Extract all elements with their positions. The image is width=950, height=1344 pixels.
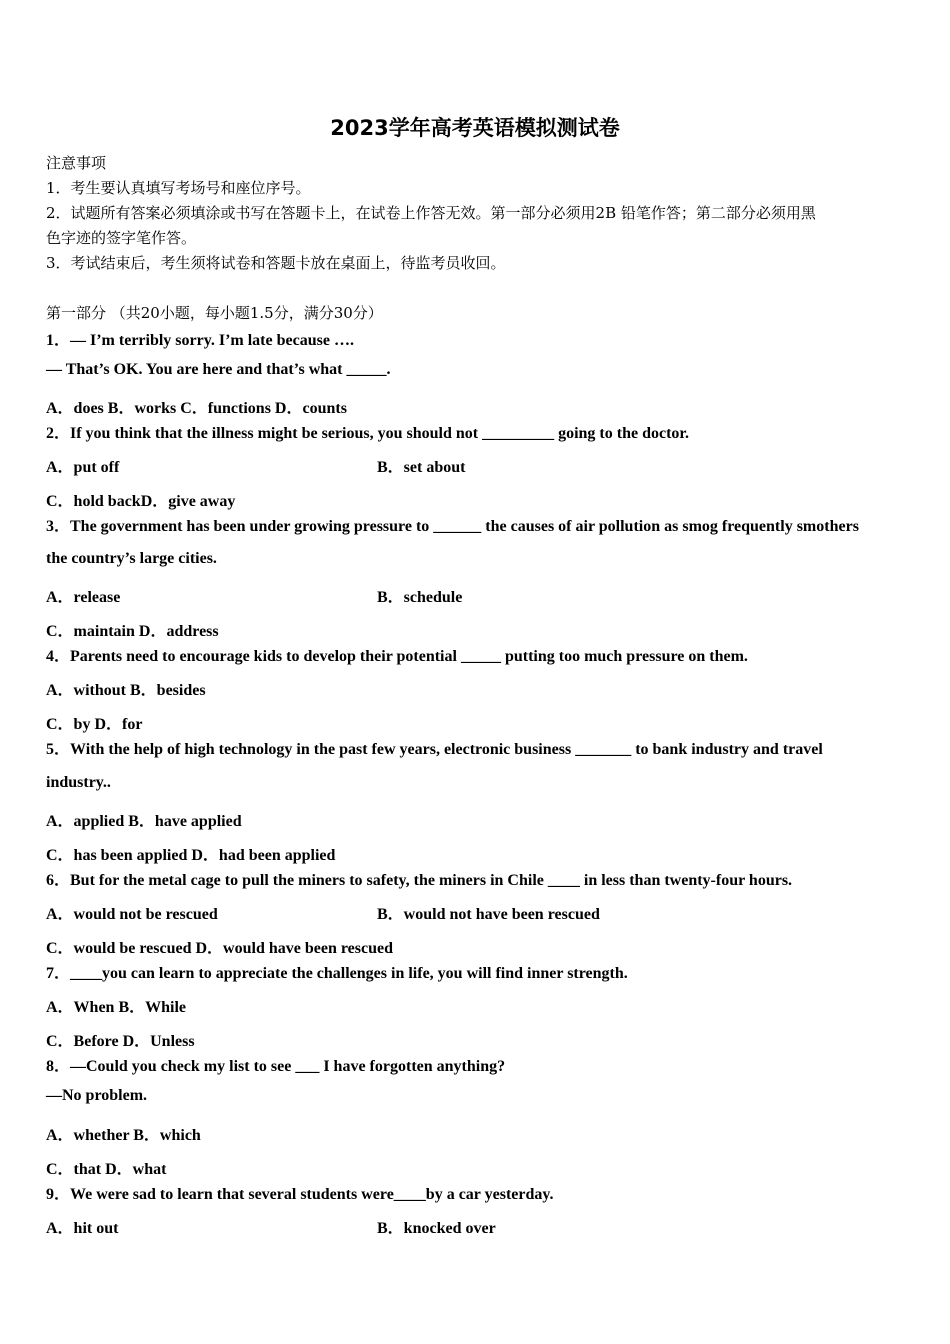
question-6-option-a: A．would not be rescued <box>46 906 218 923</box>
question-6-options-cd: C．would be rescued D．would have been rescued <box>46 940 393 957</box>
question-1-reply: — That’s OK. You are here and that’s what _____. <box>46 361 391 378</box>
question-2-options-cd: C．hold backD．give away <box>46 493 236 510</box>
question-6-option-b: B．would not have been rescued <box>377 906 600 923</box>
question-3-stem-cont: the country’s large cities. <box>46 550 217 567</box>
question-3-option-a: A．release <box>46 589 121 606</box>
question-1-stem: 1．— I’m terribly sorry. I’m late because …. <box>46 332 354 349</box>
question-3-option-b: B．schedule <box>377 589 463 606</box>
question-3-options-cd: C．maintain D．address <box>46 623 219 640</box>
section-heading: 第一部分 （共20小题，每小题1.5分，满分30分） <box>46 304 383 322</box>
question-9-option-a: A．hit out <box>46 1220 119 1237</box>
question-8-stem: 8．—Could you check my list to see ___ I have forgotten anything? <box>46 1058 506 1075</box>
notice-item-3: 3．考试结束后，考生须将试卷和答题卡放在桌面上，待监考员收回。 <box>46 254 506 272</box>
notice-item-1: 1．考生要认真填写考场号和座位序号。 <box>46 179 311 197</box>
question-9-option-b: B．knocked over <box>377 1220 496 1237</box>
question-7-options-ab: A．When B．While <box>46 999 187 1016</box>
question-5-options-ab: A．applied B．have applied <box>46 813 242 830</box>
question-5-options-cd: C．has been applied D．had been applied <box>46 847 336 864</box>
question-8-reply: —No problem. <box>46 1087 148 1104</box>
question-3-stem: 3．The government has been under growing pressure to ______ the causes of air pollution as smog frequently smothers <box>46 518 859 535</box>
question-7-stem: 7．____you can learn to appreciate the challenges in life, you will find inner strength. <box>46 965 628 982</box>
question-7-options-cd: C．Before D．Unless <box>46 1033 195 1050</box>
notice-heading: 注意事项 <box>46 154 107 172</box>
notice-item-2: 2．试题所有答案必须填涂或书写在答题卡上，在试卷上作答无效。第一部分必须用2B 铅笔作答；第二部分必须用黑 <box>46 204 816 222</box>
question-8-options-ab: A．whether B．which <box>46 1127 201 1144</box>
question-2-stem: 2．If you think that the illness might be serious, you should not _________ going to the doctor. <box>46 425 690 442</box>
question-6-stem: 6．But for the metal cage to pull the miners to safety, the miners in Chile ____ in less than twenty-four hours. <box>46 872 793 889</box>
page-title: 2023学年高考英语模拟测试卷 <box>330 116 620 140</box>
question-4-options-cd: C．by D．for <box>46 716 143 733</box>
question-4-stem: 4．Parents need to encourage kids to develop their potential _____ putting too much pressure on them. <box>46 648 748 665</box>
question-5-stem-cont: industry.. <box>46 774 111 791</box>
notice-item-2-cont: 色字迹的签字笔作答。 <box>46 229 197 247</box>
question-5-stem: 5．With the help of high technology in the past few years, electronic business _______ to bank industry and travel <box>46 741 823 758</box>
question-8-options-cd: C．that D．what <box>46 1161 167 1178</box>
question-2-option-a: A．put off <box>46 459 120 476</box>
question-9-stem: 9．We were sad to learn that several students were____by a car yesterday. <box>46 1186 554 1203</box>
question-4-options-ab: A．without B．besides <box>46 682 206 699</box>
question-2-option-b: B．set about <box>377 459 466 476</box>
question-1-options: A．does B．works C．functions D．counts <box>46 400 347 417</box>
